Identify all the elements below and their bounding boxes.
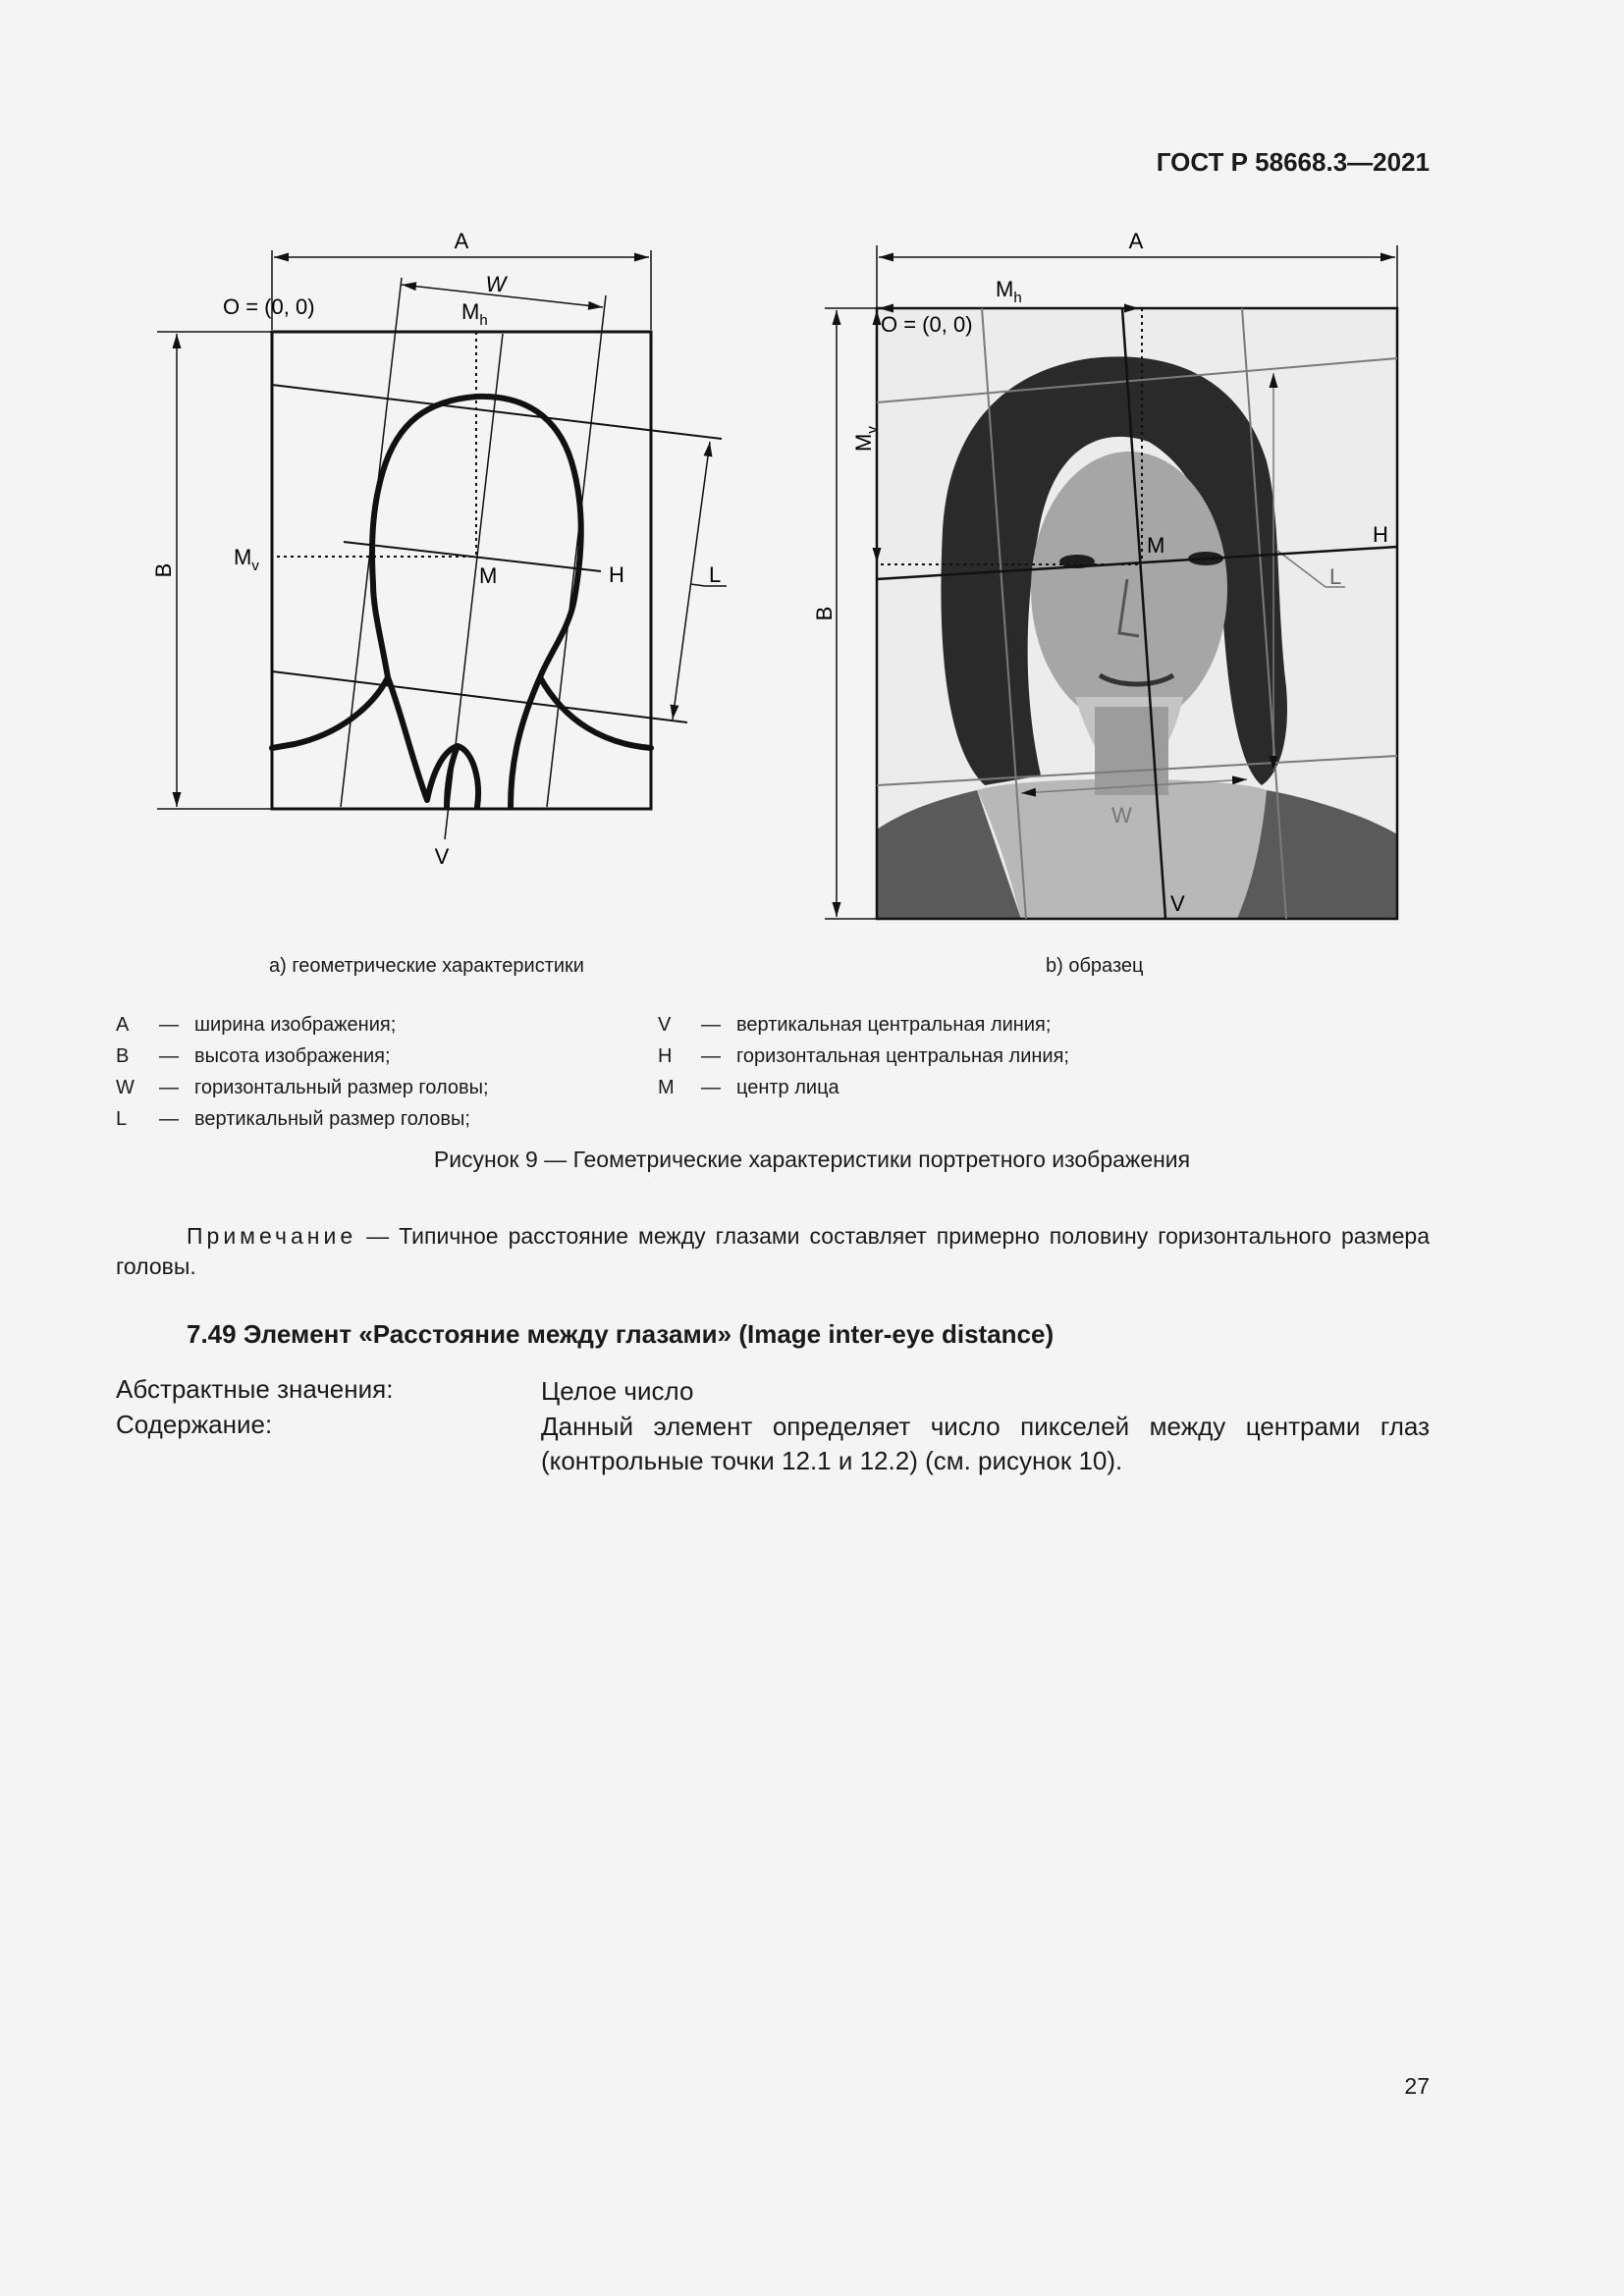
legend-item: A — ширина изображения;	[116, 1014, 397, 1036]
label-h: H	[1373, 522, 1388, 547]
field-value: Целое число	[541, 1376, 694, 1406]
field-label: Содержание:	[116, 1410, 273, 1439]
document-header: ГОСТ Р 58668.3—2021	[1156, 147, 1430, 177]
label-w: W	[485, 272, 507, 296]
label-mh: $M_h$	[461, 299, 488, 329]
label-a: A	[454, 229, 469, 253]
label-b: B	[812, 606, 837, 621]
label-mv: $M_v$	[234, 545, 259, 574]
label-l: L	[1329, 564, 1342, 589]
note-paragraph: Примечание — Типичное расстояние между глазами составляет примерно половину горизонтального размера головы.	[116, 1223, 1430, 1279]
legend-item: L — вертикальный размер головы;	[116, 1108, 470, 1130]
label-mv: $M_v$	[851, 426, 881, 452]
note-text: Типичное расстояние между глазами составляет примерно половину горизонтального размера головы.	[116, 1223, 1430, 1279]
label-mh: $M_h$	[996, 277, 1022, 306]
label-w: W	[1111, 803, 1132, 828]
figure-b-caption: b) образец	[1046, 955, 1144, 977]
label-b: B	[151, 562, 176, 578]
legend-item: H — горизонтальная центральная линия;	[658, 1045, 1069, 1067]
section-heading: 7.49 Элемент «Расстояние между глазами» (Image inter-eye distance)	[187, 1319, 1055, 1349]
figure-title: Рисунок 9 — Геометрические характеристики портретного изображения	[433, 1147, 1191, 1172]
page-number: 27	[1404, 2073, 1430, 2099]
label-l: L	[709, 562, 722, 587]
field-label: Абстрактные значения:	[116, 1374, 394, 1404]
figure-a-caption: а) геометрические характеристики	[269, 955, 584, 977]
label-m: M	[1147, 533, 1165, 558]
label-v: V	[1170, 891, 1185, 916]
label-h: H	[609, 562, 624, 587]
label-m: M	[479, 563, 498, 588]
label-origin: O = (0, 0)	[223, 294, 315, 319]
legend-item: M — центр лица	[658, 1077, 839, 1098]
dimension-l	[673, 442, 710, 720]
head-outline	[272, 397, 651, 807]
field-value: Данный элемент определяет число пикселей между центрами глаз (контрольные точки 12.1 и 12.2) (см. рисунок 10).	[541, 1412, 1430, 1475]
figure-a-diagram	[137, 216, 766, 883]
label-origin: O = (0, 0)	[881, 312, 973, 337]
legend-item: B — высота изображения;	[116, 1045, 391, 1067]
note-label: Примечание	[187, 1223, 357, 1249]
legend-item: W — горизонтальный размер головы;	[116, 1077, 489, 1098]
figure-b-sample	[805, 216, 1414, 923]
label-v: V	[434, 844, 450, 869]
label-a: A	[1128, 229, 1144, 253]
legend-item: V — вертикальная центральная линия;	[658, 1014, 1052, 1036]
